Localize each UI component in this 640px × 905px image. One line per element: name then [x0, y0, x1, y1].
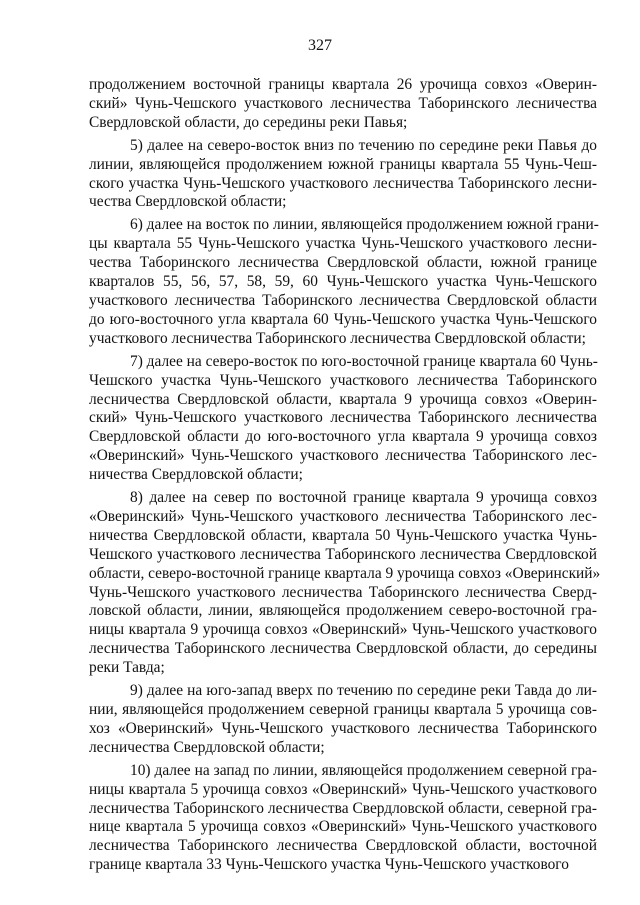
page-number: 327 [308, 37, 332, 54]
text-line: 8) далее на север по восточной границе квартала 9 урочища совхоз [130, 489, 597, 507]
text-line: Свердловской области, до середины реки Павья; [89, 113, 408, 131]
paragraph [89, 353, 597, 485]
text-line: ского участка Чунь-Чешского участкового лесничества Таборинского лесни- [89, 174, 597, 192]
text-line: нии, являющейся продолжением северной границы квартала 5 урочища сов- [89, 701, 597, 718]
text-line: Свердловской области до юго-восточного угла квартала 9 урочища совхоз [89, 428, 597, 446]
text-line: хоз «Оверинский» Чунь-Чешского участкового лесничества Таборинского [89, 719, 597, 737]
text-line: Чешского участкового лесничества Таборинского лесничества Свердловской [89, 545, 597, 563]
text-line: кварталов 55, 56, 57, 58, 59, 60 Чунь-Чешского участка Чунь-Чешского [89, 273, 597, 291]
text-line: продолжением восточной границы квартала 26 урочища совхоз «Оверин- [89, 76, 597, 93]
text-line: «Оверинский» Чунь-Чешского участкового лесничества Таборинского лес- [89, 447, 597, 465]
paragraph [89, 216, 597, 348]
paragraph [89, 762, 597, 875]
text-line: 5) далее на северо-восток вниз по течению по середине реки Павья до [130, 136, 597, 154]
text-line: «Оверинский» Чунь-Чешского участкового лесничества Таборинского лес- [89, 507, 597, 525]
text-line: чества Свердловской области; [89, 193, 287, 211]
text-line: лесничества Таборинского лесничества Свердловской области, восточной [89, 837, 597, 855]
text-line: ловской области, линии, являющейся продолжением северо-восточной гра- [89, 602, 597, 620]
text-line: реки Тавда; [89, 659, 165, 677]
text-line: ницы квартала 9 урочища совхоз «Оверинский» Чунь-Чешского участкового [89, 621, 597, 639]
text-line: ничества Свердловской области; [89, 466, 303, 484]
text-line: ский» Чунь-Чешского участкового лесничества Таборинского лесничества [89, 409, 597, 427]
text-line: участкового лесничества Таборинского лесничества Свердловской области [89, 291, 597, 309]
text-line: лесничества Свердловской области, квартала 9 урочища совхоз «Оверин- [89, 390, 597, 408]
text-line: цы квартала 55 Чунь-Чешского участка Чунь-Чешского участкового лесни- [89, 235, 597, 253]
text-line: участкового лесничества Таборинского лесничества Свердловской области; [89, 329, 586, 347]
text-line: 10) далее на запад по линии, являющейся продолжением северной гра- [130, 761, 597, 779]
text-line: ничества Свердловской области, квартала 50 Чунь-Чешского участка Чунь- [89, 526, 597, 544]
paragraph [89, 682, 597, 758]
text-line: ский» Чунь-Чешского участкового лесничества Таборинского лесничества [89, 94, 597, 112]
text-line: лесничества Таборинского лесничества Свердловской области, северной гра- [89, 799, 597, 817]
text-line: области, северо-восточной границе квартала 9 урочища совхоз «Оверинский» [89, 564, 601, 582]
text-line: чества Таборинского лесничества Свердловской области, южной границе [89, 254, 597, 272]
paragraph [89, 76, 597, 133]
text-line: 7) далее на северо-восток по юго-восточной границе квартала 60 Чунь- [130, 352, 598, 370]
paragraph [89, 137, 597, 213]
text-line: 9) далее на юго-запад вверх по течению по середине реки Тавда до ли- [130, 682, 597, 700]
text-line: линии, являющейся продолжением южной границы квартала 55 Чунь-Чеш- [89, 155, 597, 173]
text-line: до юго-восточного угла квартала 60 Чунь-Чешского участка Чунь-Чешского [89, 310, 597, 328]
text-line: Чунь-Чешского участкового лесничества Таборинского лесничества Сверд- [89, 583, 597, 601]
text-line: лесничества Таборинского лесничества Свердловской области, до середины [89, 640, 597, 658]
text-line: Чешского участка Чунь-Чешского участкового лесничества Таборинского [89, 371, 597, 389]
document-body [89, 76, 601, 879]
text-line: границе квартала 33 Чунь-Чешского участка Чунь-Чешского участкового [89, 856, 569, 874]
text-line: нице квартала 5 урочища совхоз «Оверинский» Чунь-Чешского участкового [89, 818, 597, 836]
paragraph [89, 489, 601, 678]
text-line: ницы квартала 5 урочища совхоз «Оверинский» Чунь-Чешского участкового [89, 780, 597, 798]
text-line: 6) далее на восток по линии, являющейся продолжением южной грани- [130, 216, 599, 234]
text-line: лесничества Свердловской области; [89, 738, 325, 756]
